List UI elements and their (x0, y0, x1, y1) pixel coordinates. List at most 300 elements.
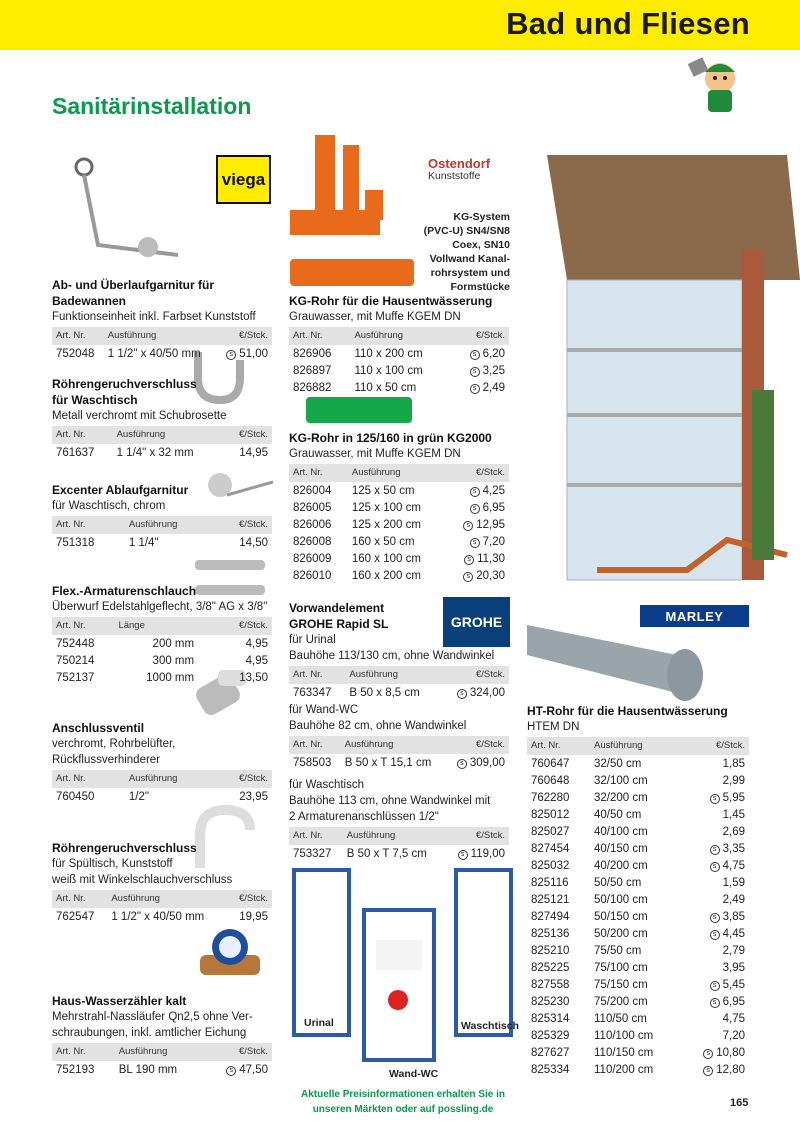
article-number: 825116 (531, 876, 569, 889)
article-number: 760647 (531, 757, 570, 770)
product-block (289, 293, 509, 396)
table-row (289, 362, 509, 379)
product-title: Röhrengeruchverschluss (52, 841, 197, 855)
table-row (527, 840, 749, 857)
price-table (52, 426, 272, 461)
price: s 6,20 (451, 345, 509, 362)
product-desc: verchromt, Rohrbelüfter, Rückflussverhinderer (52, 738, 176, 766)
s-marker-icon: s (470, 538, 480, 548)
table-row (52, 635, 272, 652)
col-art: Art. Nr. (289, 327, 350, 345)
price: 23,95 (239, 790, 268, 803)
article-number: 827627 (531, 1046, 570, 1059)
col-price: €/Stck. (222, 617, 272, 635)
kg-note-line: Formstücke (450, 281, 510, 293)
product-title: Vorwandelement (289, 601, 385, 615)
variant: 160 x 100 cm (351, 552, 421, 565)
variant: 75/50 cm (594, 944, 642, 957)
product-desc: Funktionseinheit inkl. Farbset Kunststoff (52, 311, 256, 323)
price: s 4,25 (446, 482, 509, 499)
article-number: 752193 (56, 1063, 95, 1076)
s-marker-icon: s (457, 689, 467, 699)
table-row (527, 823, 749, 840)
product-block (289, 600, 509, 701)
col-art: Art. Nr. (52, 890, 107, 908)
table-row (527, 1044, 749, 1061)
col-price: €/Stck. (214, 516, 272, 534)
article-number: 826882 (293, 381, 332, 394)
col-ausf: Ausführung (350, 327, 451, 345)
variant: 110/200 cm (594, 1063, 654, 1076)
orange-kg-pipe-image (290, 259, 414, 286)
price: 4,95 (245, 637, 268, 650)
col-price: €/Stck. (214, 770, 272, 788)
article-number: 750214 (56, 654, 95, 667)
table-row (289, 684, 509, 701)
product-title: KG-Rohr in 125/160 in grün KG2000 (289, 431, 492, 445)
col-ausf: Ausführung (104, 327, 217, 345)
table-row (289, 499, 509, 516)
variant: 200 mm (152, 637, 195, 650)
variant: 160 x 50 cm (351, 535, 415, 548)
table-row (527, 1027, 749, 1044)
product-block (52, 993, 272, 1078)
article-number: 827454 (531, 842, 570, 855)
price: s 3,25 (451, 362, 509, 379)
page-title: Bad und Fliesen (506, 6, 750, 41)
price-table (289, 666, 509, 701)
article-number: 762280 (531, 791, 570, 804)
price: s 5,45 (681, 976, 749, 993)
variant: B 50 x 8,5 cm (349, 686, 420, 699)
price: 19,95 (239, 910, 268, 923)
price: 2,99 (722, 774, 745, 787)
price: 2,69 (722, 825, 745, 838)
s-marker-icon: s (703, 1049, 713, 1059)
col-art: Art. Nr. (52, 1043, 115, 1061)
col-ausf: Ausführung (125, 770, 214, 788)
product-desc: Metall verchromt mit Schubrosette (52, 410, 227, 422)
price: 13,50 (239, 671, 268, 684)
col-price: €/Stck. (224, 426, 272, 444)
article-number: 751318 (56, 536, 95, 549)
article-number: 752448 (56, 637, 95, 650)
product-title: Haus-Wasserzähler kalt (52, 994, 187, 1008)
product-desc: für Wand-WC (289, 704, 359, 716)
footer-note-line: Aktuelle Preisinformationen erhalten Sie in (301, 1089, 505, 1100)
table-row (289, 516, 509, 533)
table-row (527, 806, 749, 823)
s-marker-icon: s (470, 350, 480, 360)
product-title: Ab- und Überlaufgarnitur für Badewannen (52, 278, 214, 308)
kg-note-line: Vollwand Kanal- (429, 253, 510, 265)
table-row (289, 550, 509, 567)
s-marker-icon: s (463, 572, 473, 582)
price: 14,50 (239, 536, 268, 549)
variant: 75/200 cm (594, 995, 648, 1008)
article-number: 826009 (293, 552, 332, 565)
price: 7,20 (722, 1029, 745, 1042)
product-block (52, 376, 272, 461)
variant: 125 x 50 cm (351, 484, 415, 497)
col-price: €/Stck. (446, 464, 509, 482)
article-number: 826008 (293, 535, 332, 548)
variant: 110/100 cm (594, 1029, 654, 1042)
col-ausf: Ausführung (345, 666, 440, 684)
table-row (527, 993, 749, 1010)
marley-logo: MARLEY (640, 605, 749, 627)
product-block (52, 277, 272, 362)
table-row (289, 754, 509, 771)
s-marker-icon: s (710, 981, 720, 991)
table-row (527, 772, 749, 789)
col-price: €/Stck. (445, 827, 509, 845)
price: 4,75 (722, 1012, 745, 1025)
article-number: 753327 (293, 847, 332, 860)
price: 1,45 (722, 808, 745, 821)
product-desc: Überwurf Edelstahlgeflecht, 3/8" AG x 3/8" (52, 601, 268, 613)
article-number: 827558 (531, 978, 570, 991)
col-art: Art. Nr. (289, 827, 343, 845)
product-desc: Bauhöhe 82 cm, ohne Wandwinkel (289, 720, 467, 732)
variant: 50/200 cm (594, 927, 648, 940)
product-block (289, 702, 509, 771)
price-table (527, 737, 749, 1078)
product-title: GROHE Rapid SL (289, 617, 389, 631)
col-art: Art. Nr. (52, 327, 104, 345)
article-number: 826010 (293, 569, 332, 582)
table-row (527, 925, 749, 942)
s-marker-icon: s (470, 504, 480, 514)
col-ausf: Ausführung (115, 1043, 205, 1061)
product-desc: Grauwasser, mit Muffe KGEM DN (289, 311, 461, 323)
s-marker-icon: s (710, 913, 720, 923)
kg-note-line: Coex, SN10 (452, 239, 510, 251)
table-row (289, 567, 509, 584)
variant: 40/100 cm (594, 825, 648, 838)
col-ausf: Ausführung (590, 737, 681, 755)
price: 14,95 (239, 446, 268, 459)
ostendorf-sub: Kunststoffe (428, 170, 481, 182)
kg-note-line: rohrsystem und (430, 267, 510, 279)
price: s 2,49 (451, 379, 509, 396)
kg-fittings-image (285, 130, 395, 250)
price: 2,79 (722, 944, 745, 957)
house-cross-section-image (527, 150, 800, 600)
wand-wc-label: Wand-WC (389, 1068, 439, 1080)
table-row (52, 908, 272, 925)
table-row (527, 959, 749, 976)
variant: B 50 x T 15,1 cm (344, 756, 432, 769)
price: 1,85 (722, 757, 745, 770)
article-number: 825012 (531, 808, 570, 821)
variant: 110/50 cm (594, 1012, 647, 1025)
table-row (527, 1010, 749, 1027)
col-ausf: Ausführung (125, 516, 214, 534)
product-block (289, 777, 509, 862)
article-number: 826006 (293, 518, 332, 531)
mascot-image (688, 52, 752, 116)
table-row (289, 379, 509, 396)
s-marker-icon: s (463, 521, 473, 531)
price: s 4,75 (681, 857, 749, 874)
product-desc: Bauhöhe 113/130 cm, ohne Wandwinkel (289, 650, 495, 662)
price: s 11,30 (446, 550, 509, 567)
price: 1,59 (722, 876, 745, 889)
product-title: KG-Rohr für die Hausentwässerung (289, 294, 493, 308)
article-number: 752048 (56, 347, 95, 360)
article-number: 761637 (56, 446, 95, 459)
s-marker-icon: s (457, 759, 467, 769)
variant: 1 1/2" x 40/50 mm (107, 347, 201, 360)
page-number: 165 (730, 1097, 749, 1109)
article-number: 825334 (531, 1063, 570, 1076)
article-number: 825329 (531, 1029, 570, 1042)
table-row (289, 345, 509, 362)
variant: 32/50 cm (594, 757, 642, 770)
table-row (527, 908, 749, 925)
table-row (52, 444, 272, 461)
price: s 5,95 (681, 789, 749, 806)
col-art: Art. Nr. (52, 516, 125, 534)
table-row (52, 669, 272, 686)
col-ausf: Länge (114, 617, 222, 635)
variant: 1 1/2" x 40/50 mm (111, 910, 205, 923)
col-ausf: Ausführung (107, 890, 227, 908)
variant: 1 1/4" x 32 mm (116, 446, 194, 459)
col-ausf: Ausführung (348, 464, 446, 482)
s-marker-icon: s (226, 1066, 236, 1076)
article-number: 827494 (531, 910, 570, 923)
bathtub-drain-image (68, 155, 188, 270)
s-marker-icon: s (710, 845, 720, 855)
price-table (52, 770, 272, 805)
table-row (527, 1061, 749, 1078)
article-number: 763347 (293, 686, 332, 699)
col-art: Art. Nr. (52, 770, 125, 788)
water-meter-image (190, 925, 270, 990)
price: s 10,80 (681, 1044, 749, 1061)
article-number: 825027 (531, 825, 570, 838)
product-desc: für Waschtisch, chrom (52, 500, 166, 512)
footer-note-line: unseren Märkten oder auf possling.de (312, 1104, 494, 1115)
product-block (52, 840, 272, 925)
col-price: €/Stck. (205, 1043, 272, 1061)
variant: 110/150 cm (594, 1046, 654, 1059)
article-number: 760648 (531, 774, 570, 787)
table-row (527, 789, 749, 806)
price-table (289, 327, 509, 396)
green-kg-pipe-image (306, 397, 412, 423)
price-table (52, 617, 272, 686)
col-ausf: Ausführung (113, 426, 224, 444)
col-art: Art. Nr. (527, 737, 590, 755)
grohe-logo: GROHE (443, 597, 510, 647)
col-art: Art. Nr. (52, 426, 113, 444)
table-row (527, 976, 749, 993)
s-marker-icon: s (710, 930, 720, 940)
price: s 7,20 (446, 533, 509, 550)
table-row (527, 857, 749, 874)
variant: 50/50 cm (594, 876, 642, 889)
col-price: €/Stck. (228, 890, 272, 908)
table-row (289, 845, 509, 862)
urinal-label: Urinal (304, 1017, 334, 1029)
variant: BL 190 mm (118, 1063, 178, 1076)
article-number: 760450 (56, 790, 95, 803)
price: s 51,00 (216, 345, 272, 362)
kg-note-line: KG-System (453, 211, 510, 223)
price: s 6,95 (681, 993, 749, 1010)
variant: 160 x 200 cm (351, 569, 421, 582)
s-marker-icon: s (703, 1066, 713, 1076)
article-number: 825032 (531, 859, 570, 872)
kg-note-line: (PVC-U) SN4/SN8 (423, 225, 510, 237)
s-marker-icon: s (470, 384, 480, 394)
product-desc: Bauhöhe 113 cm, ohne Wandwinkel mit (289, 795, 491, 807)
variant: 1 1/4" (128, 536, 159, 549)
price-table (289, 736, 509, 771)
price: s 309,00 (446, 754, 509, 771)
col-ausf: Ausführung (341, 736, 447, 754)
table-row (289, 482, 509, 499)
article-number: 826897 (293, 364, 332, 377)
product-block (289, 430, 509, 584)
table-row (52, 1061, 272, 1078)
s-marker-icon: s (458, 850, 468, 860)
variant: 50/100 cm (594, 893, 648, 906)
article-number: 762547 (56, 910, 95, 923)
ht-pipe-image (527, 615, 712, 705)
variant: 1000 mm (146, 671, 195, 684)
price: 2,49 (722, 893, 745, 906)
product-desc: schraubungen, inkl. amtlicher Eichung (52, 1027, 247, 1039)
variant: 110 x 100 cm (354, 364, 423, 377)
s-marker-icon: s (470, 367, 480, 377)
footer-note (262, 1087, 544, 1117)
table-row (52, 534, 272, 551)
product-desc: für Spültisch, Kunststoff (52, 858, 173, 870)
price-table (52, 516, 272, 551)
table-row (527, 874, 749, 891)
variant: 50/150 cm (594, 910, 648, 923)
col-price: €/Stck. (446, 736, 509, 754)
price-table (52, 890, 272, 925)
s-marker-icon: s (464, 555, 474, 565)
product-block (52, 720, 272, 805)
price: 4,95 (245, 654, 268, 667)
product-title: Röhrengeruchverschluss (52, 377, 197, 391)
table-row (52, 652, 272, 669)
kg-system-note (410, 210, 510, 294)
col-price: €/Stck. (681, 737, 749, 755)
price: s 47,50 (205, 1061, 272, 1078)
ostendorf-logo (428, 158, 512, 188)
variant: 300 mm (152, 654, 195, 667)
article-number: 825121 (531, 893, 570, 906)
price: s 119,00 (445, 845, 509, 862)
variant: 125 x 100 cm (351, 501, 421, 514)
article-number: 825230 (531, 995, 570, 1008)
s-marker-icon: s (710, 998, 720, 1008)
product-title: HT-Rohr für die Hausentwässerung (527, 704, 728, 718)
price: s 6,95 (446, 499, 509, 516)
product-desc: weiß mit Winkelschlauchverschluss (52, 874, 233, 886)
grohe-frames-image (286, 860, 516, 1070)
article-number: 826906 (293, 347, 332, 360)
article-number: 826004 (293, 484, 332, 497)
s-marker-icon: s (470, 487, 480, 497)
s-marker-icon: s (710, 794, 720, 804)
product-block (52, 482, 272, 551)
variant: 75/100 cm (594, 961, 648, 974)
s-marker-icon: s (710, 862, 720, 872)
product-desc: HTEM DN (527, 721, 580, 733)
product-title: Excenter Ablaufgarnitur (52, 483, 189, 497)
price: s 3,35 (681, 840, 749, 857)
price-table (289, 827, 509, 862)
variant: 125 x 200 cm (351, 518, 421, 531)
article-number: 758503 (293, 756, 332, 769)
col-price: €/Stck. (451, 327, 509, 345)
price: s 20,30 (446, 567, 509, 584)
variant: 40/150 cm (594, 842, 648, 855)
s-marker-icon: s (226, 350, 236, 360)
article-number: 825314 (531, 1012, 570, 1025)
price: s 12,95 (446, 516, 509, 533)
article-number: 825225 (531, 961, 570, 974)
price: s 4,45 (681, 925, 749, 942)
col-art: Art. Nr. (289, 666, 345, 684)
col-price: €/Stck. (441, 666, 509, 684)
price-table (52, 1043, 272, 1078)
variant: 32/100 cm (594, 774, 648, 787)
article-number: 825210 (531, 944, 570, 957)
viega-logo: viega (216, 155, 271, 204)
table-row (52, 345, 272, 362)
price: s 324,00 (441, 684, 509, 701)
article-number: 752137 (56, 671, 95, 684)
table-row (527, 891, 749, 908)
product-desc: Grauwasser, mit Muffe KGEM DN (289, 448, 461, 460)
section-title: Sanitärinstallation (52, 93, 252, 119)
article-number: 826005 (293, 501, 332, 514)
table-row (527, 942, 749, 959)
table-row (289, 533, 509, 550)
product-desc: für Waschtisch (289, 779, 364, 791)
variant: 110 x 200 cm (354, 347, 423, 360)
product-desc: 2 Armaturenanschlüssen 1/2" (289, 811, 439, 823)
product-title: Flex.-Armaturenschlauch (52, 584, 197, 598)
price-table (289, 464, 509, 584)
table-row (527, 755, 749, 772)
price: s 3,85 (681, 908, 749, 925)
product-title: Anschlussventil (52, 721, 145, 735)
variant: 110 x 50 cm (354, 381, 417, 394)
col-art: Art. Nr. (52, 617, 114, 635)
col-art: Art. Nr. (289, 736, 341, 754)
article-number: 825136 (531, 927, 570, 940)
price: s 12,80 (681, 1061, 749, 1078)
product-block (52, 583, 272, 686)
product-desc: Mehrstrahl-Nassläufer Qn2,5 ohne Ver- (52, 1011, 253, 1023)
variant: 32/200 cm (594, 791, 648, 804)
waschtisch-label: Waschtisch (461, 1020, 519, 1032)
price-table (52, 327, 272, 362)
product-desc: für Urinal (289, 634, 336, 646)
variant: 1/2" (128, 790, 149, 803)
variant: 40/50 cm (594, 808, 642, 821)
